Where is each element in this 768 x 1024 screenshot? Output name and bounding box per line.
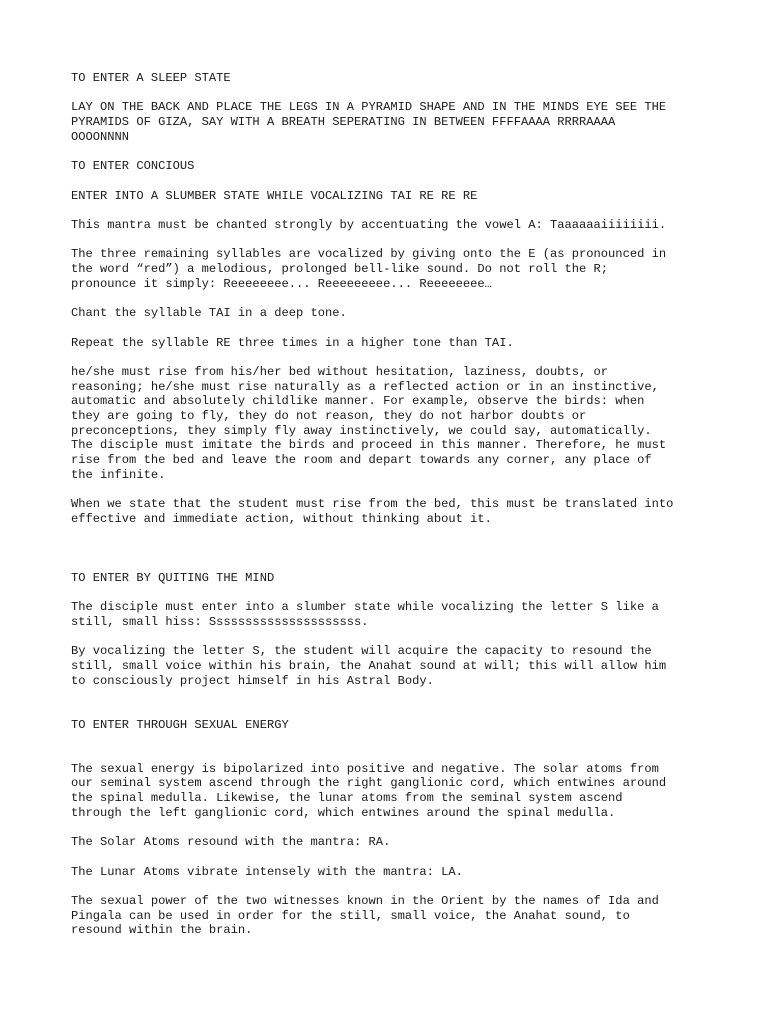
paragraph-solar-atoms: The Solar Atoms resound with the mantra: RA. xyxy=(71,835,391,850)
paragraph-immediate-action: When we state that the student must rise from the bed, this must be translated into effective and immediate action, without thinking about it. xyxy=(71,497,674,526)
paragraph-ida-pingala: The sexual power of the two witnesses known in the Orient by the names of Ida and Pingala can be used in order for the still, small voice, the Anahat sound, to resound within the brain. xyxy=(71,894,659,938)
paragraph-sleep-instructions: LAY ON THE BACK AND PLACE THE LEGS IN A PYRAMID SHAPE AND IN THE MINDS EYE SEE THE PYRAMIDS OF GIZA, SAY WITH A BREATH SEPERATING IN BETWEEN FFFFAAAA RRRRAAAA OOOONNNN xyxy=(71,100,667,144)
paragraph-re-tone: Repeat the syllable RE three times in a higher tone than TAI. xyxy=(71,335,514,350)
paragraph-bipolarized-energy: The sexual energy is bipolarized into positive and negative. The solar atoms from our seminal system ascend through the right ganglionic cord, which entwines around the spinal medulla. Likewise, the lunar atoms from the seminal system ascend through the left ganglionic cord, which entwines around the spinal medulla. xyxy=(71,761,667,820)
paragraph-rise-from-bed: he/she must rise from his/her bed without hesitation, laziness, doubts, or reasoning; he/she must rise naturally as a reflected action or in an instinctive, automatic and absolutely childlike manner. For example, observe the birds: when they are going to fly, they do not reason, they do not harbor doubts or preconceptions, they simply fly away instinctively, we could say, automatically. The disciple must imitate the birds and proceed in this manner. Therefore, he must rise from the bed and leave the room and depart towards any corner, any place of the infinite. xyxy=(71,364,667,482)
paragraph-letter-s: The disciple must enter into a slumber state while vocalizing the letter S like a still, small hiss: Sssssssssssssssssssss. xyxy=(71,600,659,629)
spacer xyxy=(71,703,711,718)
document-page xyxy=(71,71,711,953)
heading-sleep-state: TO ENTER A SLEEP STATE xyxy=(71,71,231,85)
heading-sexual-energy: TO ENTER THROUGH SEXUAL ENERGY xyxy=(71,717,289,732)
paragraph-syllables: The three remaining syllables are vocalized by giving onto the E (as pronounced in the word “red”) a melodious, prolonged bell-like sound. Do not roll the R; pronounce it simply: Reeeeeeee... Reeeeeeeee... Reeeeeeee… xyxy=(71,247,667,291)
heading-enter-concious: TO ENTER CONCIOUS xyxy=(71,159,195,174)
heading-quiting-mind: TO ENTER BY QUITING THE MIND xyxy=(71,570,275,585)
paragraph-anahat-sound: By vocalizing the letter S, the student will acquire the capacity to resound the still, small voice within his brain, the Anahat sound at will; this will allow him to consciously project himself in his Astral Body. xyxy=(71,644,667,688)
paragraph-tai-tone: Chant the syllable TAI in a deep tone. xyxy=(71,306,347,321)
spacer xyxy=(71,541,711,570)
spacer xyxy=(71,747,711,762)
paragraph-slumber-mantra: ENTER INTO A SLUMBER STATE WHILE VOCALIZING TAI RE RE RE xyxy=(71,188,478,203)
paragraph-lunar-atoms: The Lunar Atoms vibrate intensely with the mantra: LA. xyxy=(71,864,463,879)
paragraph-vowel-a: This mantra must be chanted strongly by accentuating the vowel A: Taaaaaaiiiiiiii. xyxy=(71,217,667,232)
